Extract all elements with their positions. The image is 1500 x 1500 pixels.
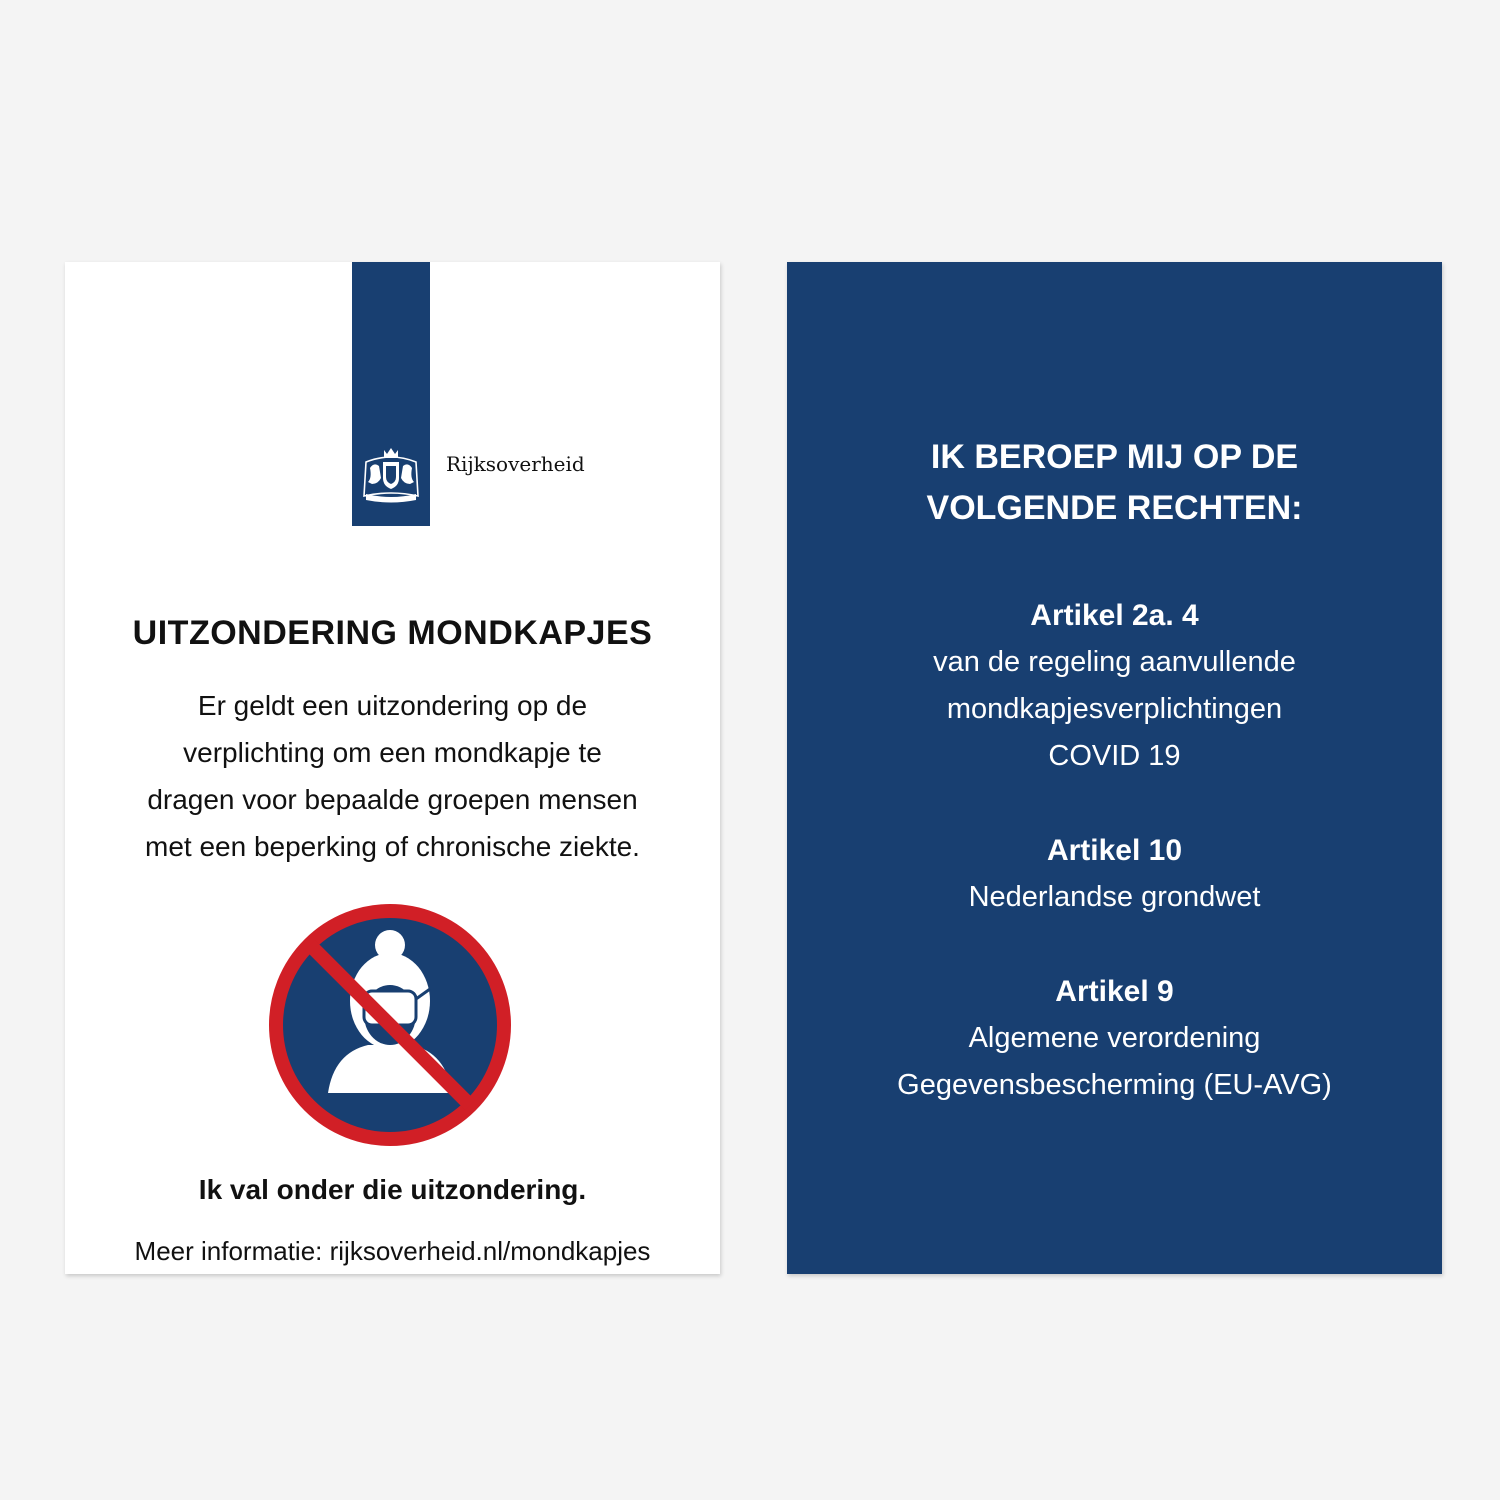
exemption-card-back <box>787 262 1442 1274</box>
article-line: COVID 19 <box>1048 740 1181 772</box>
article-line: Gegevensbescherming (EU-AVG) <box>897 1069 1332 1101</box>
article-line: Nederlandse grondwet <box>968 881 1261 913</box>
article-line: mondkapjesverplichtingen <box>946 693 1283 725</box>
more-info-link-text: Meer informatie: rijksoverheid.nl/mondkapjes <box>134 1236 651 1266</box>
article-title: Artikel 9 <box>1055 975 1174 1008</box>
article-item <box>787 592 1442 780</box>
article-title: Artikel 2a. 4 <box>1030 599 1199 632</box>
coat-of-arms-icon <box>358 444 424 506</box>
description-line: met een beperking of chronische ziekte. <box>145 831 640 862</box>
card-title: UITZONDERING MONDKAPJES <box>132 614 653 652</box>
exemption-description <box>95 682 690 870</box>
no-face-mask-icon <box>268 903 512 1147</box>
heading-line: IK BEROEP MIJ OP DE <box>930 438 1299 476</box>
article-list <box>787 592 1442 1156</box>
heading-line: VOLGENDE RECHTEN: <box>926 489 1303 527</box>
exemption-statement: Ik val onder die uitzondering. <box>198 1174 587 1205</box>
article-line: Algemene verordening <box>968 1022 1261 1054</box>
article-item <box>787 827 1442 921</box>
description-line: verplichting om een mondkapje te <box>183 737 602 768</box>
article-title: Artikel 10 <box>1046 834 1183 867</box>
description-line: dragen voor bepaalde groepen mensen <box>147 784 638 815</box>
rijksoverheid-logo-text: Rijksoverheid <box>446 452 585 476</box>
rights-heading <box>787 432 1442 534</box>
description-line: Er geldt een uitzondering op de <box>197 690 588 721</box>
logo-bar <box>352 262 430 526</box>
article-line: van de regeling aanvullende <box>933 646 1296 678</box>
exemption-card-front <box>65 262 720 1274</box>
article-item <box>787 968 1442 1109</box>
